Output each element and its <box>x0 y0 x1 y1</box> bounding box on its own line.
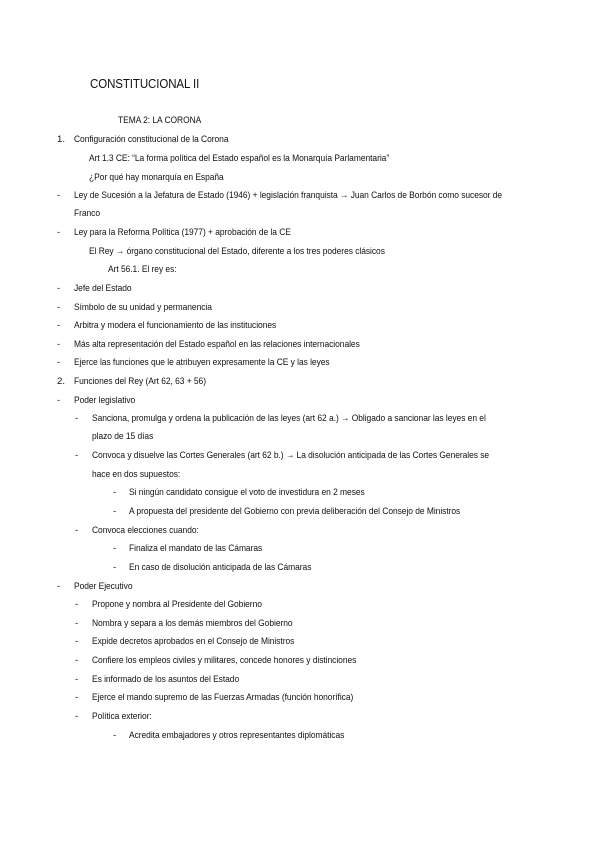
text-line: Arbitra y modera el funcionamiento de las instituciones <box>74 320 277 331</box>
text-line: Sanciona, promulga y ordena la publicación de las leyes (art 62 a.) → Obligado a sancionar las leyes en el <box>92 413 486 424</box>
bullet-dash: - <box>113 487 117 498</box>
bullet-dash: - <box>75 450 79 461</box>
text-line: Finaliza el mandato de las Cámaras <box>129 543 263 554</box>
bullet-dash: - <box>75 599 79 610</box>
text-line: Poder Ejecutivo <box>74 581 133 592</box>
bullet-dash: - <box>113 506 117 517</box>
text-line: Art 1.3 CE: “La forma política del Estado español es la Monarquía Parlamentaria” <box>89 153 390 164</box>
text-line: Si ningún candidato consigue el voto de investidura en 2 meses <box>129 487 365 498</box>
bullet-dash: - <box>57 357 61 368</box>
bullet-dash: - <box>113 730 117 741</box>
text-line: Más alta representación del Estado español en las relaciones internacionales <box>74 339 360 350</box>
text-line: Es informado de los asuntos del Estado <box>92 674 240 685</box>
text-line: Acredita embajadores y otros representantes diplomáticas <box>129 730 345 741</box>
bullet-dash: - <box>57 339 61 350</box>
text-line: Política exterior: <box>92 711 152 722</box>
text-line: En caso de disolución anticipada de las Cámaras <box>129 562 312 573</box>
document-title: CONSTITUCIONAL II <box>90 77 200 91</box>
bullet-dash: - <box>57 227 61 238</box>
bullet-dash: - <box>113 562 117 573</box>
list-number: 2. <box>57 376 66 387</box>
text-line: Ley de Sucesión a la Jefatura de Estado (1946) + legislación franquista → Juan Carlos de Borbón como sucesor de <box>74 190 503 201</box>
text-line: El Rey → órgano constitucional del Estado, diferente a los tres poderes clásicos <box>89 246 385 257</box>
text-line: Franco <box>74 208 101 219</box>
text-line: Ley para la Reforma Política (1977) + aprobación de la CE <box>74 227 291 238</box>
bullet-dash: - <box>75 618 79 629</box>
bullet-dash: - <box>75 674 79 685</box>
text-line: Propone y nombra al Presidente del Gobierno <box>92 599 262 610</box>
text-line: Expide decretos aprobados en el Consejo de Ministros <box>92 636 295 647</box>
text-line: Confiere los empleos civiles y militares, concede honores y distinciones <box>92 655 357 666</box>
text-line: Ejerce las funciones que le atribuyen expresamente la CE y las leyes <box>74 357 330 368</box>
text-line: plazo de 15 días <box>92 431 154 442</box>
text-line: Poder legislativo <box>74 395 136 406</box>
text-line: Ejerce el mando supremo de las Fuerzas Armadas (función honorífica) <box>92 692 354 703</box>
bullet-dash: - <box>57 395 61 406</box>
text-line: Configuración constitucional de la Corona <box>74 134 229 145</box>
bullet-dash: - <box>75 655 79 666</box>
bullet-dash: - <box>57 320 61 331</box>
text-line: Símbolo de su unidad y permanencia <box>74 302 212 313</box>
bullet-dash: - <box>75 525 79 536</box>
bullet-dash: - <box>57 283 61 294</box>
text-line: TEMA 2: LA CORONA <box>118 115 202 126</box>
text-line: Art 56.1. El rey es: <box>108 264 177 275</box>
bullet-dash: - <box>57 190 61 201</box>
bullet-dash: - <box>75 636 79 647</box>
text-line: Convoca y disuelve las Cortes Generales (art 62 b.) → La disolución anticipada de las Cortes Generales se <box>92 450 490 461</box>
text-line: hace en dos supuestos: <box>92 469 181 480</box>
text-line: ¿Por qué hay monarquía en España <box>89 172 224 183</box>
text-line: Jefe del Estado <box>74 283 132 294</box>
list-number: 1. <box>57 134 66 145</box>
bullet-dash: - <box>113 543 117 554</box>
text-line: Nombra y separa a los demás miembros del Gobierno <box>92 618 293 629</box>
text-line: Convoca elecciones cuando: <box>92 525 199 536</box>
bullet-dash: - <box>57 302 61 313</box>
text-line: A propuesta del presidente del Gobierno con previa deliberación del Consejo de Ministros <box>129 506 461 517</box>
bullet-dash: - <box>75 711 79 722</box>
bullet-dash: - <box>75 692 79 703</box>
bullet-dash: - <box>57 581 61 592</box>
text-line: Funciones del Rey (Art 62, 63 + 56) <box>74 376 206 387</box>
bullet-dash: - <box>75 413 79 424</box>
